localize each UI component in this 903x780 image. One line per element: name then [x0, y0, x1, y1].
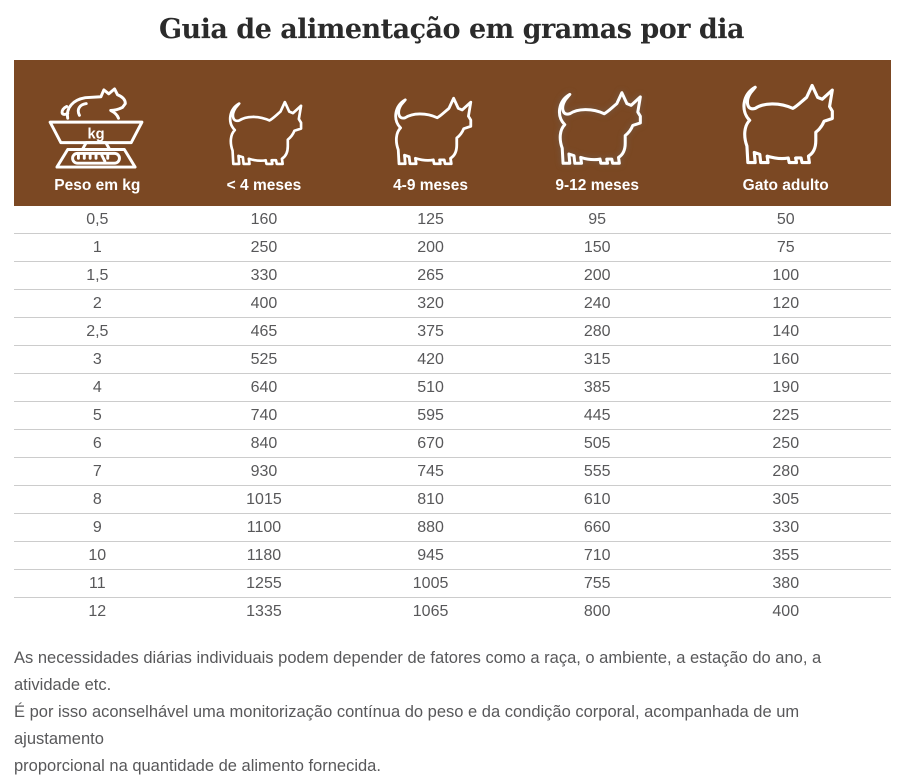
under-4-months-cell: 250: [181, 234, 348, 262]
9-12-months-cell: 385: [514, 374, 681, 402]
adult-cell: 75: [681, 234, 892, 262]
9-12-months-cell: 280: [514, 318, 681, 346]
4-9-months-cell: 670: [347, 430, 514, 458]
adult-cell: 280: [681, 458, 892, 486]
header-column-adult: [681, 60, 891, 206]
weight-cell: 1: [14, 234, 181, 262]
under-4-months-cell: 1100: [181, 514, 348, 542]
9-12-months-cell: 445: [514, 402, 681, 430]
9-12-months-cell: 150: [514, 234, 681, 262]
under-4-months-cell: 525: [181, 346, 348, 374]
header-label-adult: Gato adulto: [742, 177, 829, 194]
under-4-months-cell: 640: [181, 374, 348, 402]
under-4-months-cell: 930: [181, 458, 348, 486]
under-4-months-cell: 1015: [181, 486, 348, 514]
header-label-9-12-months: 9-12 meses: [555, 177, 639, 194]
4-9-months-cell: 880: [347, 514, 514, 542]
9-12-months-cell: 710: [514, 542, 681, 570]
header-column-peso: [14, 60, 181, 206]
4-9-months-cell: 595: [347, 402, 514, 430]
feeding-table-body: [14, 206, 891, 625]
under-4-months-cell: 400: [181, 290, 348, 318]
4-9-months-cell: 945: [347, 542, 514, 570]
table-row: [14, 542, 891, 570]
table-row: [14, 346, 891, 374]
under-4-months-cell: 330: [181, 262, 348, 290]
young-cat-icon: [388, 92, 474, 170]
4-9-months-cell: 810: [347, 486, 514, 514]
adult-cell: 50: [776, 210, 795, 228]
4-9-months-cell: 125: [417, 210, 444, 228]
header-column-9-12-months: [514, 60, 681, 206]
9-12-months-cell: 660: [514, 514, 681, 542]
weight-cell: 6: [14, 430, 181, 458]
scale-kg-label: kg: [87, 126, 105, 143]
weight-cell: 5: [14, 402, 181, 430]
4-9-months-cell: 1005: [347, 570, 514, 598]
weight-cell: 0,5: [86, 210, 109, 228]
adult-cell: 120: [681, 290, 892, 318]
table-row: [14, 402, 891, 430]
header-column-under-4-months: [181, 60, 348, 206]
under-4-months-cell: 1255: [181, 570, 348, 598]
table-header-band: [14, 60, 891, 206]
under-4-months-cell: 840: [181, 430, 348, 458]
under-4-months-cell: 1180: [181, 542, 348, 570]
4-9-months-cell: 510: [347, 374, 514, 402]
4-9-months-cell: 1065: [347, 598, 514, 626]
4-9-months-cell: 420: [347, 346, 514, 374]
weight-cell: 10: [14, 542, 181, 570]
adult-cell: 355: [681, 542, 892, 570]
weight-cell: 4: [14, 374, 181, 402]
weight-cell: 1,5: [14, 262, 181, 290]
footnote-line: proporcional na quantidade de alimento fornecida.: [14, 757, 381, 775]
table-row: [14, 598, 891, 626]
9-12-months-cell: 240: [514, 290, 681, 318]
cat-on-scale-icon: [40, 86, 154, 170]
junior-cat-icon: [551, 86, 644, 170]
9-12-months-cell: 315: [514, 346, 681, 374]
adult-cell: 305: [681, 486, 892, 514]
weight-cell: 2,5: [14, 318, 181, 346]
adult-cell: 330: [681, 514, 892, 542]
4-9-months-cell: 375: [347, 318, 514, 346]
weight-cell: 3: [14, 346, 181, 374]
9-12-months-cell: 800: [514, 598, 681, 626]
feeding-table: [14, 206, 891, 625]
4-9-months-cell: 320: [347, 290, 514, 318]
adult-cell: 400: [681, 598, 892, 626]
table-row: [14, 262, 891, 290]
table-row: [14, 570, 891, 598]
table-row: [14, 458, 891, 486]
9-12-months-cell: 755: [514, 570, 681, 598]
9-12-months-cell: 505: [514, 430, 681, 458]
table-row: [14, 290, 891, 318]
page-title: Guia de alimentação em gramas por dia: [158, 14, 745, 45]
header-column-4-9-months: [347, 60, 514, 206]
table-row: [14, 374, 891, 402]
weight-cell: 8: [14, 486, 181, 514]
weight-cell: 2: [14, 290, 181, 318]
weight-cell: 7: [14, 458, 181, 486]
weight-cell: 12: [14, 598, 181, 626]
under-4-months-cell: 740: [181, 402, 348, 430]
table-row: [14, 514, 891, 542]
weight-cell: 9: [14, 514, 181, 542]
under-4-months-cell: 1335: [181, 598, 348, 626]
table-row: [14, 430, 891, 458]
adult-cell: 160: [681, 346, 892, 374]
under-4-months-cell: 465: [181, 318, 348, 346]
adult-cell: 250: [681, 430, 892, 458]
4-9-months-cell: 745: [347, 458, 514, 486]
9-12-months-cell: 200: [514, 262, 681, 290]
adult-cat-icon: [735, 78, 836, 170]
adult-cell: 140: [681, 318, 892, 346]
9-12-months-cell: 95: [588, 210, 607, 228]
4-9-months-cell: 265: [347, 262, 514, 290]
weight-cell: 11: [14, 570, 181, 598]
header-label-peso: Peso em kg: [54, 177, 141, 194]
table-row: [14, 234, 891, 262]
adult-cell: 190: [681, 374, 892, 402]
adult-cell: 225: [681, 402, 892, 430]
9-12-months-cell: 555: [514, 458, 681, 486]
table-row: [14, 206, 891, 234]
footnote-line: É por isso aconselhável uma monitorização contínua do peso e da condição corporal, acompanhada de um ajustamento: [14, 703, 800, 748]
footnote-line: As necessidades diárias individuais podem depender de fatores como a raça, o ambiente, a estação do ano, a atividade etc.: [14, 649, 822, 694]
adult-cell: 100: [681, 262, 892, 290]
adult-cell: 380: [681, 570, 892, 598]
4-9-months-cell: 200: [347, 234, 514, 262]
header-label-4-9-months: 4-9 meses: [393, 177, 469, 194]
9-12-months-cell: 610: [514, 486, 681, 514]
kitten-icon: [223, 96, 304, 170]
header-label-under-4-months: < 4 meses: [226, 177, 302, 194]
table-row: [14, 486, 891, 514]
under-4-months-cell: 160: [250, 210, 278, 228]
table-row: [14, 318, 891, 346]
footnote: [14, 645, 889, 780]
